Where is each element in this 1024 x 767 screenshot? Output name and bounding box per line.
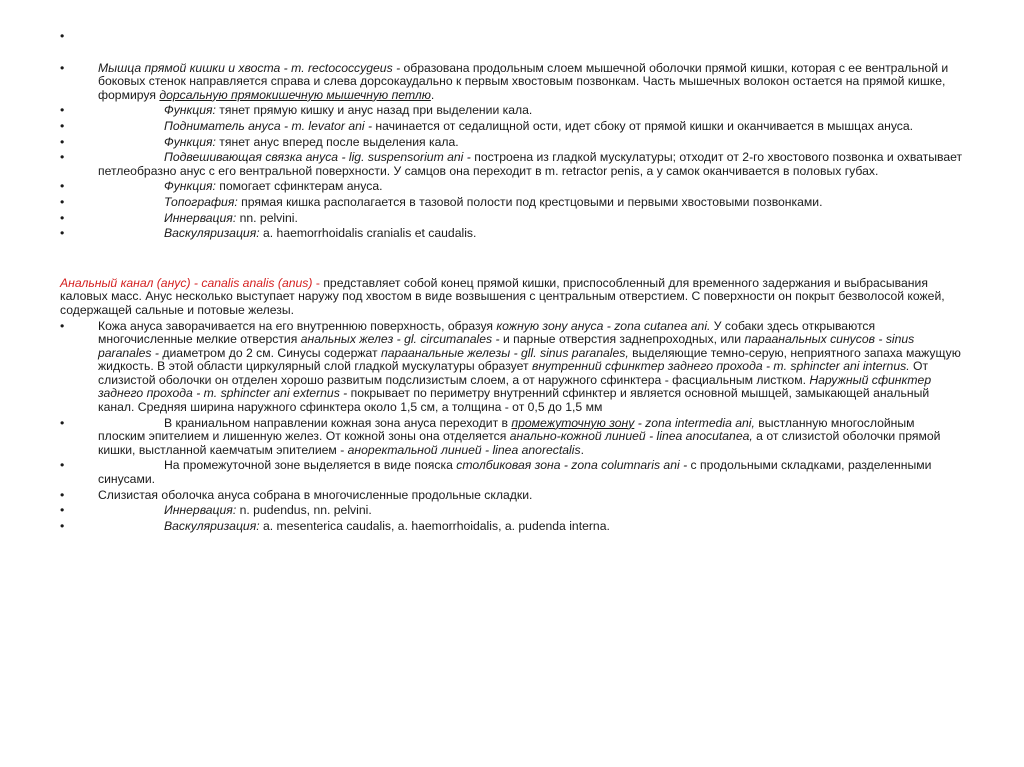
term: Иннервация: [164, 210, 237, 225]
term: Подвешивающая связка ануса - lig. suspensorium ani - [164, 150, 471, 165]
term: анально-кожной линией - linea anocutanea, [509, 429, 753, 444]
bullet-icon: • [60, 226, 65, 241]
text: тянет анус вперед после выделения кала. [215, 134, 459, 149]
text: прямая кишка располагается в тазовой полости под крестцовыми и первыми хвостовыми позвонками. [237, 194, 823, 209]
bullet-icon: • [60, 60, 65, 75]
text: От слизистой оболочки он отделен хорошо развитым подслизистым слоем, а от наружного сфинктера - фасциальным листком. [98, 359, 929, 387]
list-item-innervation-2 [60, 504, 965, 518]
text: nn. pelvini. [236, 210, 298, 225]
bullet-icon: • [60, 415, 65, 430]
term: Топография: [164, 194, 238, 209]
list-item-mucosa [60, 489, 965, 503]
term: столбиковая зона - zona columnaris ani - [456, 458, 688, 473]
list-item-rectococcygeus [60, 62, 965, 103]
bullet-icon: • [60, 318, 65, 333]
underlined-term: дорсальную прямокишечную мышечную петлю [159, 87, 431, 102]
bullet-icon: • [60, 210, 65, 225]
text: помогает сфинктерам ануса. [215, 179, 383, 194]
text: . [580, 442, 584, 457]
text: n. pudendus, nn. pelvini. [236, 503, 372, 518]
text: диаметром до 2 см. Синусы содержат [158, 345, 381, 360]
text: построена из гладкой мускулатуры; отходит от 2-го хвостового позвонка и охватывает петлеобразно анус с его вентральной поверхности. У самцов она переходит в m. retractor penis, а у самок оканчивается в половых губах. [98, 150, 963, 178]
text: покрывает по периметру внутренний сфинктер и является основной мышцей, замыкающей анальный канал. Средняя ширина наружного сфинктера около 1,5 см, а толщина - от 0,5 до 1,5 мм [98, 386, 930, 415]
term: параанальные железы - gll. sinus paranales, [380, 345, 629, 360]
list-item-function-3 [60, 180, 965, 194]
bullet-icon: • [60, 118, 65, 133]
list-item-empty [60, 30, 965, 44]
text: представляет собой конец прямой кишки, приспособленный для временного задержания и выбрасывания каловых масс. Анус несколько выступает наружу под хвостом в виде возвышения с центральным отверстием. С поверхности он покрыт безволосой кожей, содержащей сальные и потовые железы. [60, 275, 945, 317]
term: Функция: [164, 103, 216, 118]
text: a. haemorrhoidalis cranialis et caudalis. [259, 226, 477, 241]
term: кожную зону ануса - zona cutanea ani. [496, 318, 711, 333]
list-item-skin-zone [60, 320, 965, 415]
list-item-innervation-1 [60, 212, 965, 226]
term: Васкуляризация: [164, 518, 260, 533]
text: Слизистая оболочка ануса собрана в многочисленные продольные складки. [98, 487, 533, 502]
list-item-columnar-zone [60, 459, 965, 486]
document-body [60, 30, 965, 533]
term: анальных желез - gl. circumanales - [300, 332, 500, 347]
text: . [430, 87, 435, 102]
section-title-anal-canal [60, 277, 965, 318]
bullet-icon: • [60, 103, 65, 118]
text: У собаки здесь открываются многочисленные мелкие отверстия [98, 318, 876, 347]
list-item-suspensorium [60, 151, 965, 178]
section-heading: Анальный канал (анус) - canalis analis (anus) [60, 275, 313, 290]
list-item-vascularization-2 [60, 520, 965, 534]
bullet-icon: • [60, 503, 65, 518]
term: Мышца прямой кишки и хвоста - m. rectococcygeus - [98, 60, 401, 75]
bullet-icon: • [60, 487, 65, 502]
list-item-vascularization-1 [60, 227, 965, 241]
underlined-term: промежуточную зону [511, 415, 635, 430]
bullet-icon: • [60, 29, 65, 43]
text: и парные отверстия заднепроходных, или [499, 332, 745, 347]
list-item-function-2 [60, 136, 965, 150]
term: Функция: [164, 179, 216, 194]
bullet-icon: • [60, 194, 65, 209]
spacer [60, 44, 965, 62]
term: параанальных синусов - sinus paranales - [98, 332, 915, 360]
term: Подниматель ануса - m. levator ani - [164, 118, 373, 133]
term: внутренний сфинктер заднего прохода - m. sphincter ani internus. [531, 359, 910, 374]
text: На промежуточной зоне выделяется в виде пояска [164, 458, 457, 473]
text: В краниальном направлении кожная зона ануса переходит в [164, 415, 512, 430]
list-item-levator-ani [60, 120, 965, 134]
bullet-icon: • [60, 518, 65, 533]
list-item-topography [60, 196, 965, 210]
bullet-icon: • [60, 179, 65, 194]
text: выстланную многослойным плоским эпителием и лишенную желез. От кожной зоны она отделяется [98, 415, 915, 444]
term: Васкуляризация: [164, 226, 260, 241]
text: a. mesenterica caudalis, a. haemorrhoidalis, a. pudenda interna. [259, 518, 610, 533]
term: аноректальной линией - linea anorectalis [347, 442, 581, 457]
text: выделяющие темно-серую, неприятного запаха мажущую жидкость. В этой области циркулярный слой гладкой мускулатуры образует [98, 345, 961, 374]
text: тянет прямую кишку и анус назад при выделении кала. [215, 103, 533, 118]
text: а от слизистой оболочки прямой кишки, выстланной каемчатым эпителием - [98, 429, 941, 457]
term-underlined [159, 88, 431, 102]
bullet-icon: • [60, 150, 65, 165]
text: начинается от седалищной ости, идет сбоку от прямой кишки и оканчивается в мышцах ануса. [372, 118, 914, 133]
text: Кожа ануса заворачивается на его внутреннюю поверхность, образуя [98, 318, 497, 333]
bullet-icon: • [60, 134, 65, 149]
dash: - [312, 275, 324, 290]
term: Функция: [164, 134, 216, 149]
bullet-icon: • [60, 458, 65, 473]
term: Иннервация: [164, 503, 237, 518]
list-item-intermediate-zone [60, 417, 965, 458]
list-item-function-1 [60, 104, 965, 118]
term: - zona intermedia ani, [634, 415, 755, 430]
term: Наружный сфинктер заднего прохода - m. sphincter ani externus - [98, 372, 932, 401]
text: образована продольным слоем мышечной оболочки прямой кишки, которая с ее вентральной и боковых стенок направляется справа и слева дорсокаудально к первым хвостовым позвонкам. Часть мышечных волокон остается на прямой кишке, формируя [98, 60, 949, 102]
text: с продольными складками, разделенными синусами. [98, 458, 932, 487]
term-underlined [511, 416, 634, 430]
spacer [60, 241, 965, 277]
